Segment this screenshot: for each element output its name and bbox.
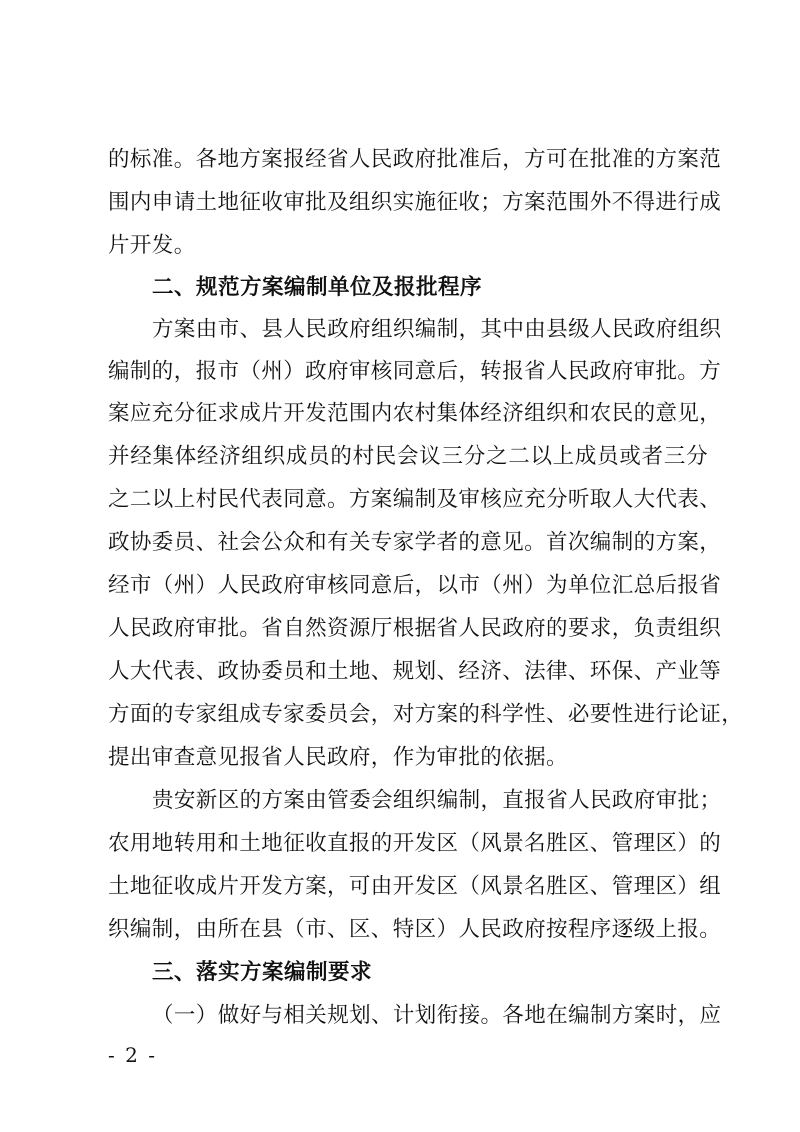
paragraph-3-line-1: 贵安新区的方案由管委会组织编制，直报省人民政府审批；: [152, 788, 722, 813]
page-number: - 2 -: [108, 1043, 157, 1067]
paragraph-3-line-3: 土地征收成片开发方案，可由开发区（风景名胜区、管理区）组: [108, 874, 722, 899]
paragraph-2-line-2: 编制的，报市（州）政府审核同意后，转报省人民政府审批。方: [108, 359, 722, 384]
paragraph-2-line-5: 之二以上村民代表同意。方案编制及审核应充分听取人大代表、: [108, 487, 722, 512]
paragraph-2-line-1: 方案由市、县人民政府组织编制，其中由县级人民政府组织: [152, 317, 722, 342]
paragraph-2-line-11: 提出审查意见报省人民政府，作为审批的依据。: [108, 745, 568, 770]
paragraph-1-line-3: 片开发。: [108, 233, 196, 258]
paragraph-4-line-1: （一）做好与相关规划、计划衔接。各地在编制方案时，应: [152, 1003, 722, 1028]
paragraph-1-line-1: 的标准。各地方案报经省人民政府批准后，方可在批准的方案范: [108, 147, 722, 172]
section-heading-3: 三、落实方案编制要求: [152, 960, 373, 985]
paragraph-2-line-9: 人大代表、政协委员和土地、规划、经济、法律、环保、产业等: [108, 659, 722, 684]
paragraph-2-line-6: 政协委员、社会公众和有关专家学者的意见。首次编制的方案，: [108, 530, 722, 555]
paragraph-2-line-3: 案应充分征求成片开发范围内农村集体经济组织和农民的意见，: [108, 401, 722, 426]
paragraph-2-line-8: 人民政府审批。省自然资源厅根据省人民政府的要求，负责组织: [108, 616, 722, 641]
paragraph-2-line-7: 经市（州）人民政府审核同意后，以市（州）为单位汇总后报省: [108, 573, 722, 598]
paragraph-2-line-4: 并经集体经济组织成员的村民会议三分之二以上成员或者三分: [108, 444, 708, 469]
paragraph-3-line-4: 织编制，由所在县（市、区、特区）人民政府按程序逐级上报。: [108, 917, 722, 942]
paragraph-3-line-2: 农用地转用和土地征收直报的开发区（风景名胜区、管理区）的: [108, 831, 722, 856]
paragraph-2-line-10: 方面的专家组成专家委员会，对方案的科学性、必要性进行论证，: [108, 702, 744, 727]
paragraph-1-line-2: 围内申请土地征收审批及组织实施征收；方案范围外不得进行成: [108, 190, 722, 215]
section-heading-2: 二、规范方案编制单位及报批程序: [152, 275, 483, 300]
